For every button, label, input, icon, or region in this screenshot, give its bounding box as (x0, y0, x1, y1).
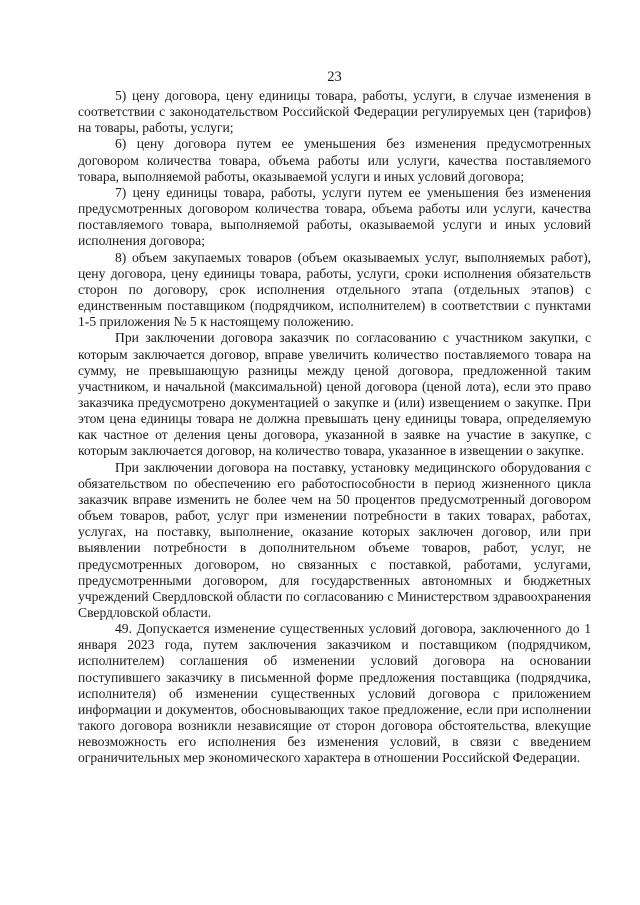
paragraph-item-6: 6) цену договора путем ее уменьшения без изменения предусмотренных договором количества товара, объема работы или услуги, качества поставляемого товара, выполняемой работы, оказываемой услуги и иных условий договора; (78, 136, 591, 184)
paragraph-quantity-increase: При заключении договора заказчик по согласованию с участником закупки, с которым заключается договор, вправе увеличить количество поставляемого товара на сумму, не превышающую разницы между ценой договора, предложенной таким участником, и начальной (максимальной) ценой договора (ценой лота), если это право заказчика предусмотрено документацией о закупке и (или) извещением о закупке. При этом цена единицы товара не должна превышать цену единицы товара, определяемую как частное от деления цены договора, указанной в заявке на участие в закупке, с которым заключается договор, на количество товара, указанное в извещении о закупке. (78, 330, 591, 459)
paragraph-item-7: 7) цену единицы товара, работы, услуги путем ее уменьшения без изменения предусмотренных договором количества товара, объема работы или услуги, качества поставляемого товара, выполняемой работы, оказываемой услуги и иных условий исполнения договора; (78, 184, 591, 249)
paragraph-item-8: 8) объем закупаемых товаров (объем оказываемых услуг, выполняемых работ), цену договора, цену единицы товара, работы, услуги, сроки исполнения обязательств сторон по договору, срок исполнения отдельного этапа (отдельных этапов) с единственным поставщиком (подрядчиком, исполнителем) в соответствии с пунктами 1-5 приложения № 5 к настоящему положению. (78, 249, 591, 330)
page-number: 23 (327, 69, 342, 85)
paragraph-item-5: 5) цену договора, цену единицы товара, работы, услуги, в случае изменения в соответствии с законодательством Российской Федерации регулируемых цен (тарифов) на товары, работы, услуги; (78, 88, 591, 136)
document-page (78, 68, 591, 888)
paragraph-medical-equipment: При заключении договора на поставку, установку медицинского оборудования с обязательством по обеспечению его работоспособности в период жизненного цикла заказчик вправе изменить не более чем на 50 процентов предусмотренный договором объем товаров, работ, услуг при изменении потребности в таких товарах, работах, услугах, на поставку, выполнение, оказание которых заключен договор, или при выявлении потребности в дополнительном объеме товаров, работ, услуг, не предусмотренных договором, но связанных с поставкой, работами, услугами, предусмотренными договором, для государственных автономных и бюджетных учреждений Свердловской области по согласованию с Министерством здравоохранения Свердловской области. (78, 459, 591, 620)
paragraph-clause-49: 49. Допускается изменение существенных условий договора, заключенного до 1 января 2023 года, путем заключения заказчиком и поставщиком (подрядчиком, исполнителем) соглашения об изменении условий договора на основании поступившего заказчику в письменной форме предложения поставщика (подрядчика, исполнителя) об изменении существенных условий договора с приложением информации и документов, обосновывающих такое предложение, если при исполнении такого договора возникли независящие от сторон договора обстоятельства, влекущие невозможность его исполнения без изменения условий, в связи с введением ограничительных мер экономического характера в отношении Российской Федерации. (78, 621, 591, 766)
